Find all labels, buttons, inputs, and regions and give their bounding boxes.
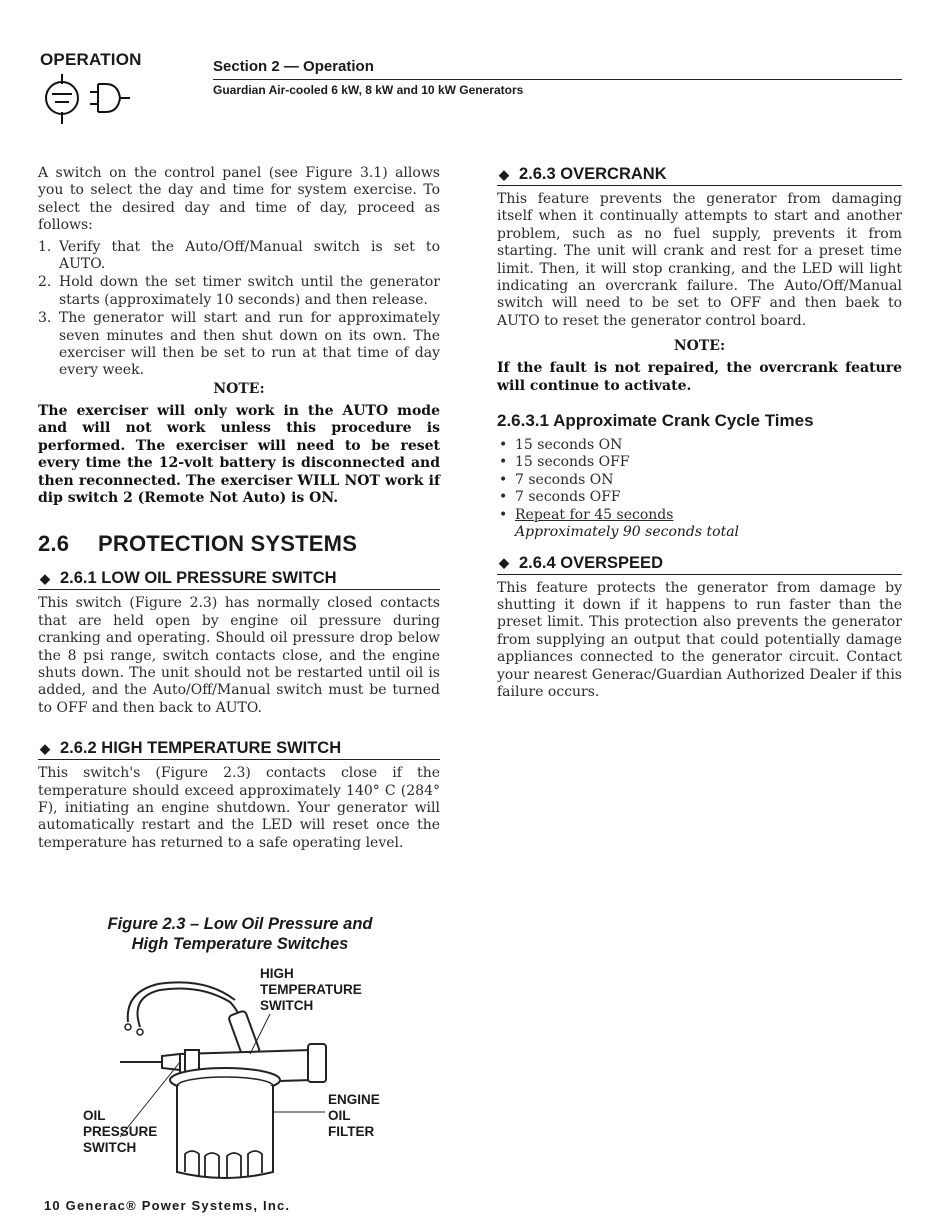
diamond-icon: ◆ <box>40 570 50 586</box>
switches-figure <box>80 962 400 1187</box>
section-heading: 2.6 PROTECTION SYSTEMS <box>38 531 358 557</box>
crank-cycle-heading: 2.6.3.1 Approximate Crank Cycle Times <box>497 411 814 431</box>
note-heading: NOTE: <box>213 380 265 397</box>
exerciser-steps <box>38 239 440 380</box>
overspeed-heading: ◆ 2.6.4 OVERSPEED <box>497 554 902 575</box>
left-column <box>38 165 440 852</box>
overcrank-heading: ◆ 2.6.3 OVERCRANK <box>497 165 902 186</box>
overspeed-text: This feature protects the generator from damage by shutting it down if it happens to run faster than the preset limit. This protection also prevents the generator from supplying an output that could potentially damage appliances connected to the generator circuit. Contact your nearest Generac/Guardian Authorized Dealer if this failure occurs. <box>497 579 902 700</box>
low-oil-heading: ◆ 2.6.1 LOW OIL PRESSURE SWITCH <box>38 569 440 590</box>
header-rule <box>213 79 902 80</box>
high-temp-text: This switch's (Figure 2.3) contacts close if the temperature should exceed approximately 140° C (284° F), initiating an engine shutdown. Your generator will automatically restart and the LED will reset once the temperature has returned to a safe operating level. <box>38 765 440 851</box>
low-oil-text: This switch (Figure 2.3) has normally closed contacts that are held open by engine oil pressure during cranking and operating. Should oil pressure drop below the 8 psi range, switch contacts close, and the engine shuts down. The unit should not be restarted until oil is added, and the Auto/Off/Manual switch must be turned to OFF and then back to AUTO. <box>38 595 440 716</box>
step-item: 3. The generator will start and run for approximately seven minutes and then shut down on its own. The exerciser will then be set to run at that time of day every week. <box>38 310 440 379</box>
section-title: Section 2 — Operation <box>213 58 374 75</box>
step-item: 2. Hold down the set timer switch until the generator starts (approximately 10 seconds) and then release. <box>38 274 440 308</box>
operation-label: OPERATION <box>40 50 142 69</box>
note-text: If the fault is not repaired, the overcrank feature will continue to activate. <box>497 360 902 394</box>
section-subtitle: Guardian Air-cooled 6 kW, 8 kW and 10 kW Generators <box>213 83 524 97</box>
overcrank-text: This feature prevents the generator from damaging itself when it continually attempts to start and another problem, such as no fuel supply, prevents it from starting. The unit will crank and rest for a preset time limit. Then, it will stop cranking, and the LED will light indicating an overcrank failure. The Auto/Off/Manual switch will need to be set to OFF and then baek to AUTO to reset the generator control board. <box>497 191 902 329</box>
right-column <box>497 165 902 701</box>
list-item: • 7 seconds OFF <box>499 489 621 506</box>
high-temperature-switch-label: HIGH TEMPERATURE SWITCH <box>260 966 362 1013</box>
list-item: • Repeat for 45 seconds <box>499 506 674 523</box>
note-text: The exerciser will only work in the AUTO mode and will not work unless this procedure is performed. The exerciser will need to be reset every time the 12-volt battery is disconnected and then reconnected. The exerciser WILL NOT work if dip switch 2 (Remote Not Auto) is ON. <box>38 402 440 506</box>
diamond-icon: ◆ <box>499 166 509 182</box>
page-footer: 10 Generac® Power Systems, Inc. <box>44 1198 291 1213</box>
exerciser-intro: A switch on the control panel (see Figure 3.1) allows you to select the day and time for system exercise. To select the desired day and time of day, proceed as follows: <box>38 165 440 234</box>
list-item: • 15 seconds OFF <box>499 454 630 471</box>
engine-oil-filter-label: ENGINE OIL FILTER <box>328 1092 380 1139</box>
step-item: 1. Verify that the Auto/Off/Manual switch is set to AUTO. <box>38 238 440 273</box>
crank-total: Approximately 90 seconds total <box>515 524 740 541</box>
note-heading: NOTE: <box>673 338 726 355</box>
oil-pressure-switch-label: OIL PRESSURE SWITCH <box>83 1108 158 1155</box>
diamond-icon: ◆ <box>499 555 509 570</box>
list-item: • 7 seconds ON <box>499 471 614 488</box>
diamond-icon: ◆ <box>40 740 50 756</box>
high-temp-heading: ◆ 2.6.2 HIGH TEMPERATURE SWITCH <box>38 739 440 760</box>
list-item: • 15 seconds ON <box>499 437 623 454</box>
engine-start-icon <box>40 74 140 128</box>
figure-caption: Figure 2.3 – Low Oil Pressure and High Temperature Switches <box>107 915 373 953</box>
crank-cycle-list <box>497 437 902 524</box>
